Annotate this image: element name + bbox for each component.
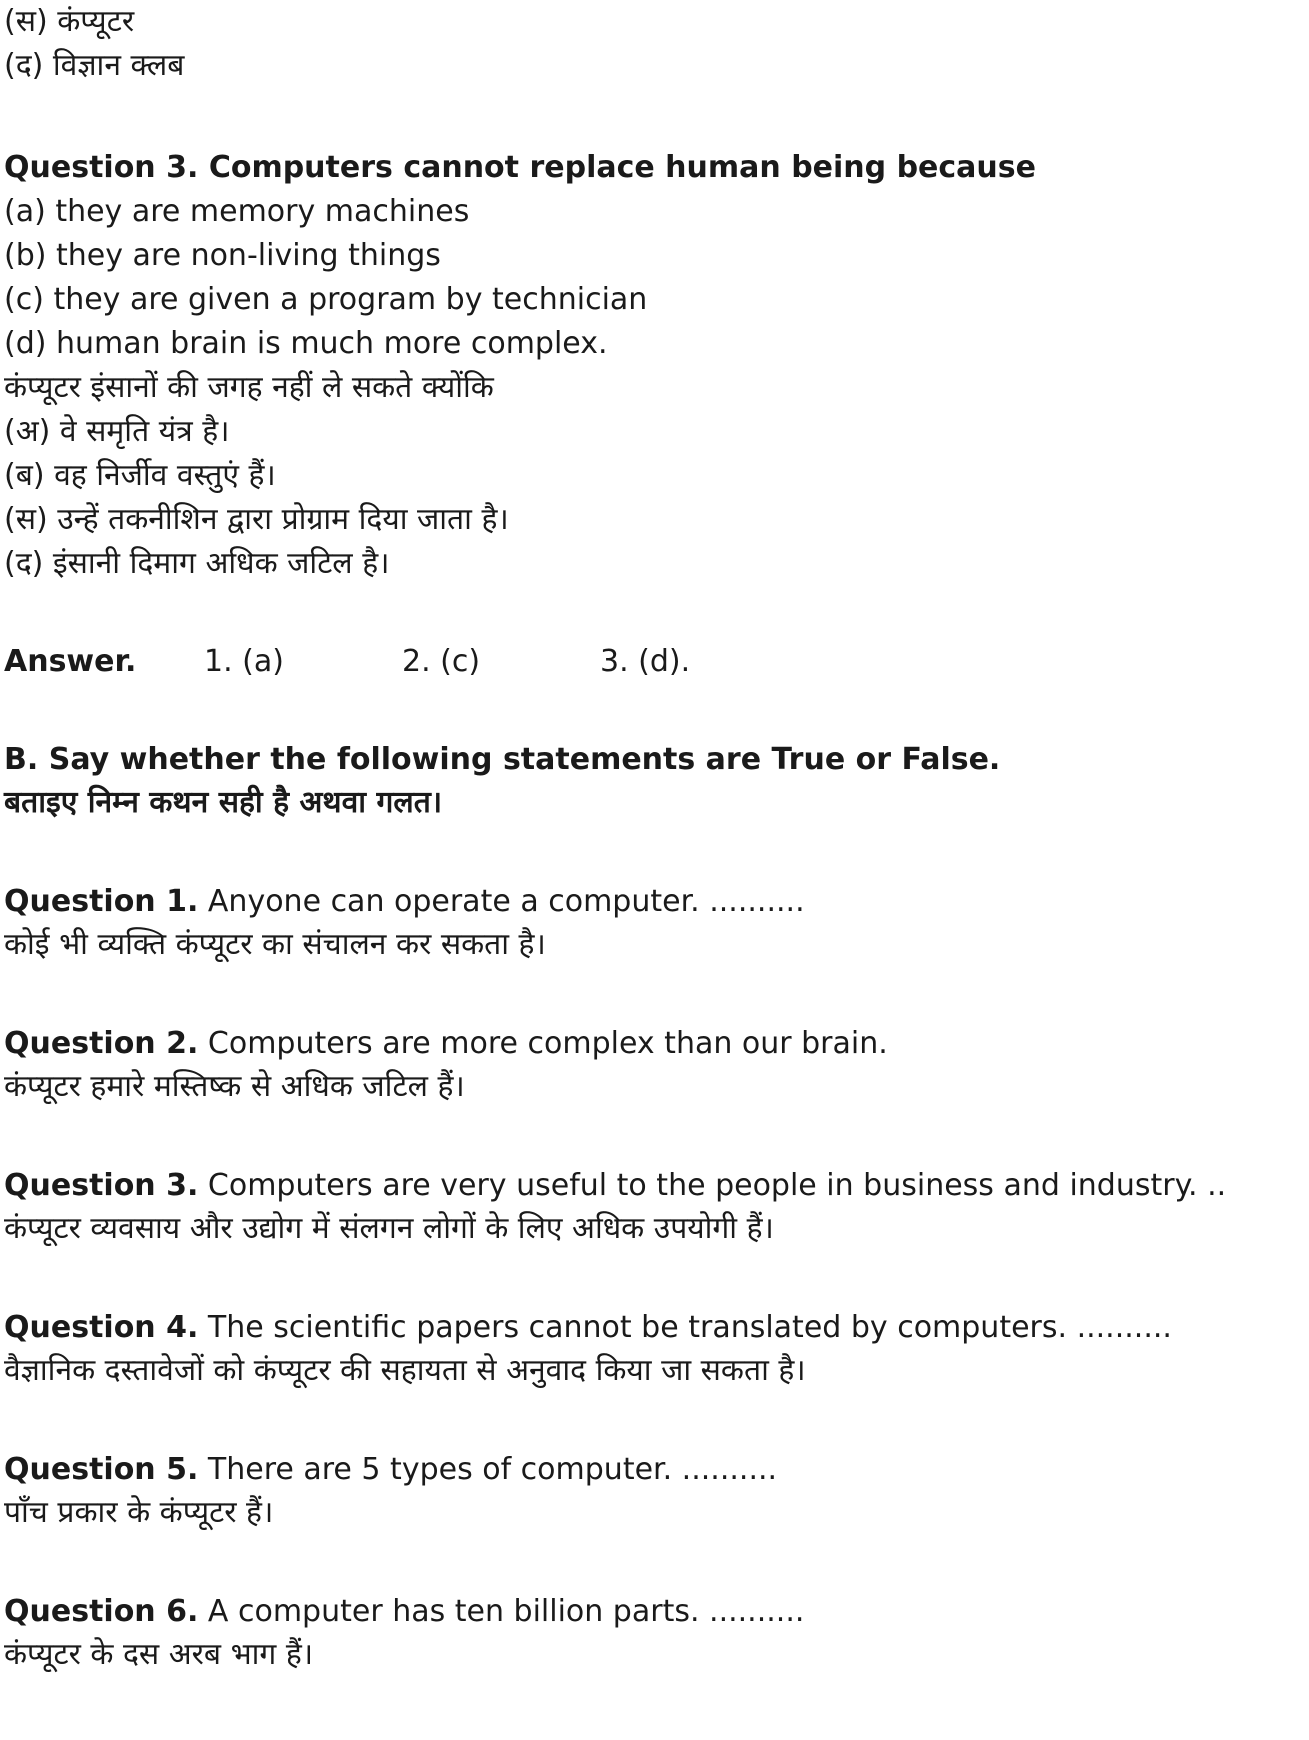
tf-question-6-hindi: कंप्यूटर के दस अरब भाग हैं। bbox=[4, 1637, 314, 1672]
answer-item-2: 2. (c) bbox=[402, 644, 481, 679]
tf-question-5 bbox=[4, 1450, 777, 1490]
tf-question-1-label: Question 1. bbox=[4, 884, 199, 919]
tf-question-3 bbox=[4, 1166, 1226, 1206]
tf-question-2-label: Question 2. bbox=[4, 1026, 199, 1061]
tf-question-1 bbox=[4, 882, 805, 922]
tf-question-5-text: There are 5 types of computer. .......... bbox=[198, 1452, 778, 1487]
section-b-heading-hindi: बताइए निम्न कथन सही है अथवा गलत। bbox=[4, 785, 443, 820]
question-3-hindi-title: कंप्यूटर इंसानों की जगह नहीं ले सकते क्योंकि bbox=[4, 370, 494, 405]
question-3-hindi-option-c: (स) उन्हें तकनीशिन द्वारा प्रोग्राम दिया जाता है। bbox=[4, 502, 509, 537]
answer-row bbox=[4, 642, 904, 682]
prev-option-d: (द) विज्ञान क्लब bbox=[4, 48, 185, 83]
tf-question-1-hindi: कोई भी व्यक्ति कंप्यूटर का संचालन कर सकता है। bbox=[4, 927, 546, 962]
question-3-hindi-option-d: (द) इंसानी दिमाग अधिक जटिल है। bbox=[4, 546, 390, 581]
tf-question-5-hindi: पाँच प्रकार के कंप्यूटर हैं। bbox=[4, 1495, 274, 1530]
tf-question-4 bbox=[4, 1308, 1172, 1348]
tf-question-2 bbox=[4, 1024, 888, 1064]
question-3-option-b: (b) they are non-living things bbox=[4, 238, 441, 273]
section-b-heading: B. Say whether the following statements are True or False. bbox=[4, 742, 1001, 777]
tf-question-4-hindi: वैज्ञानिक दस्तावेजों को कंप्यूटर की सहायता से अनुवाद किया जा सकता है। bbox=[4, 1353, 806, 1388]
tf-question-1-text: Anyone can operate a computer. .......... bbox=[198, 884, 805, 919]
prev-option-s: (स) कंप्यूटर bbox=[4, 4, 135, 39]
tf-question-3-label: Question 3. bbox=[4, 1168, 199, 1203]
tf-question-6 bbox=[4, 1592, 804, 1632]
answer-label: Answer. bbox=[4, 644, 137, 679]
question-3-hindi-option-b: (ब) वह निर्जीव वस्तुएं हैं। bbox=[4, 458, 276, 493]
tf-question-6-label: Question 6. bbox=[4, 1594, 199, 1629]
question-3-option-d: (d) human brain is much more complex. bbox=[4, 326, 608, 361]
tf-question-5-label: Question 5. bbox=[4, 1452, 199, 1487]
tf-question-2-hindi: कंप्यूटर हमारे मस्तिष्क से अधिक जटिल हैं। bbox=[4, 1069, 465, 1104]
tf-question-3-hindi: कंप्यूटर व्यवसाय और उद्योग में संलगन लोगों के लिए अधिक उपयोगी हैं। bbox=[4, 1211, 774, 1246]
tf-question-3-text: Computers are very useful to the people in business and industry. .. bbox=[198, 1168, 1227, 1203]
answer-item-1: 1. (a) bbox=[204, 644, 284, 679]
tf-question-2-text: Computers are more complex than our brain. bbox=[198, 1026, 888, 1061]
tf-question-4-text: The scientific papers cannot be translated by computers. .......... bbox=[198, 1310, 1172, 1345]
answer-item-3: 3. (d). bbox=[600, 644, 691, 679]
question-3-title: Question 3. Computers cannot replace human being because bbox=[4, 150, 1036, 185]
question-3-option-c: (c) they are given a program by technician bbox=[4, 282, 648, 317]
tf-question-6-text: A computer has ten billion parts. .......... bbox=[198, 1594, 805, 1629]
question-3-option-a: (a) they are memory machines bbox=[4, 194, 470, 229]
tf-question-4-label: Question 4. bbox=[4, 1310, 199, 1345]
question-3-hindi-option-a: (अ) वे समृति यंत्र है। bbox=[4, 414, 230, 449]
